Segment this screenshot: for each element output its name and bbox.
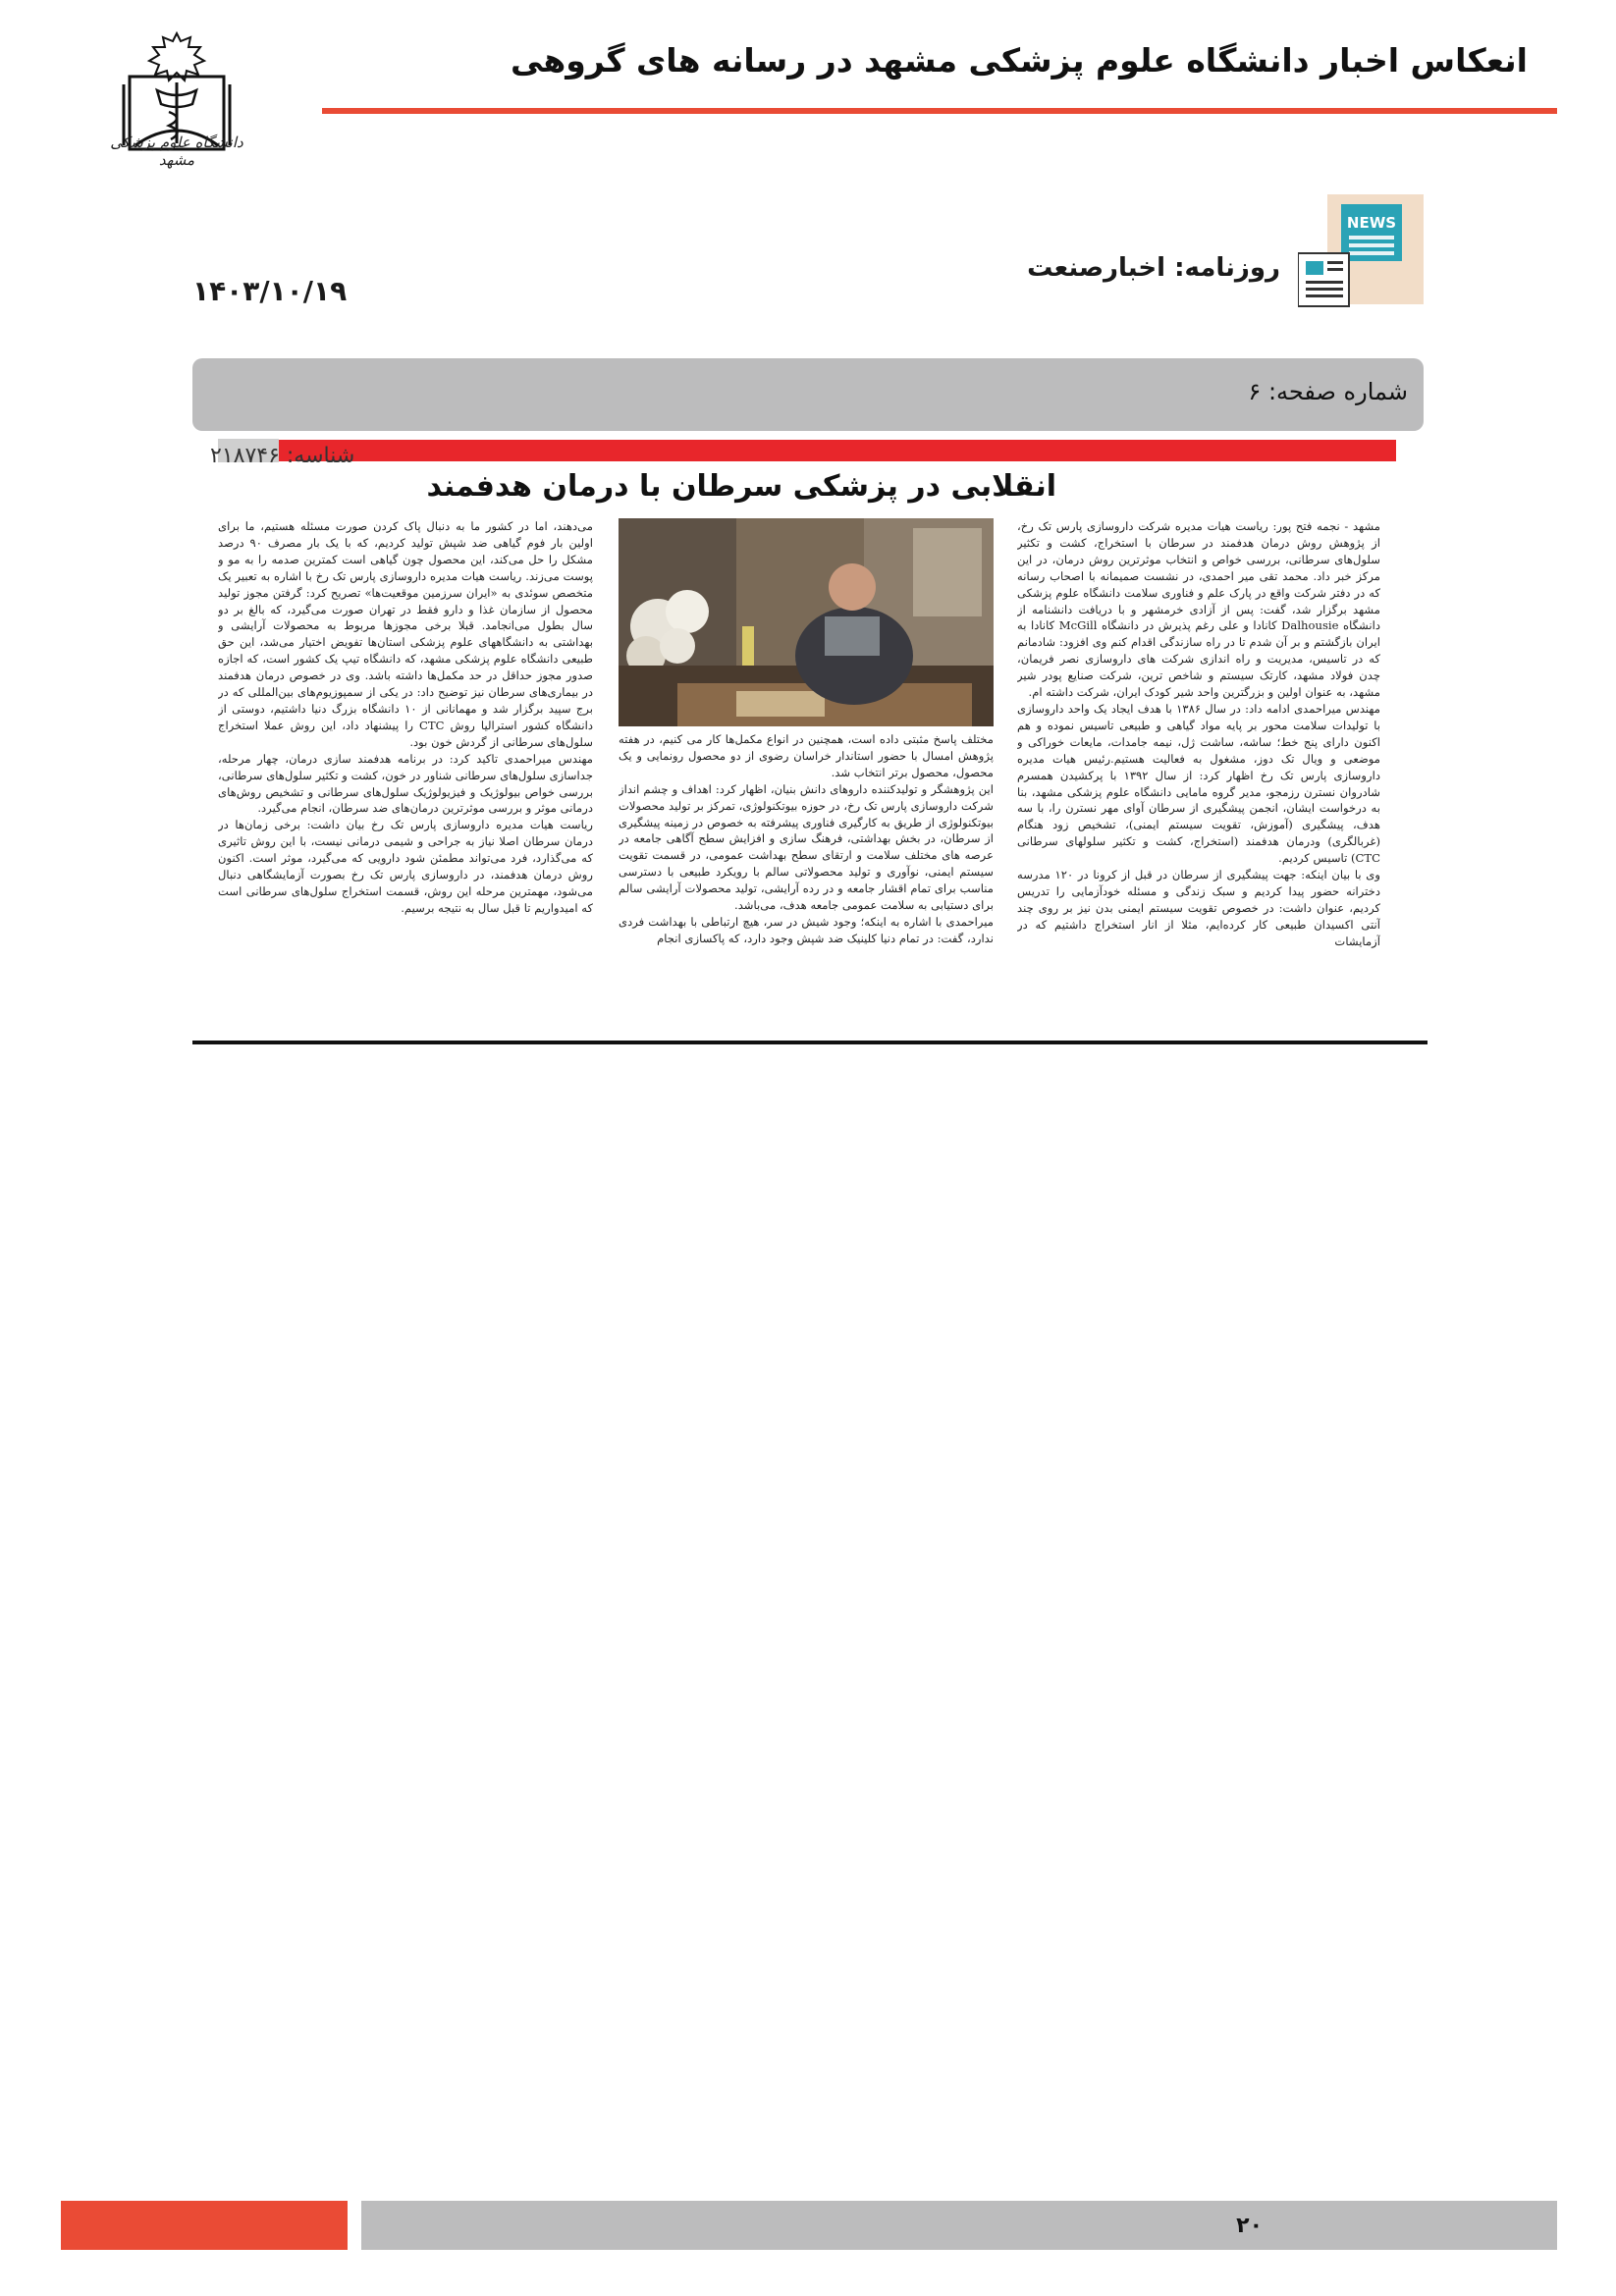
page-number-label: شماره صفحه: ۶ [1248, 378, 1408, 405]
clipping-id: شناسه: ۲۱۸۷۴۶ [210, 444, 355, 468]
paragraph: مشهد - نجمه فتح پور: ریاست هیات مدیره شرکت داروسازی پارس تک رخ، از پژوهش روش درمان هدفمند در سرطان با استخراج، کشت و تکثیر سلول‌های سرطانی، بررسی خواص و انتخاب موثرترین روش درمان، در این مرکز خبر داد. محمد تقی میر احمدی، در نشست صمیمانه با اصحاب رسانه که در دفتر شرکت واقع در پارک علم و فناوری سلامت دانشگاه علوم پزشکی مشهد برگزار شد، گفت: پس از آزادی خرمشهر و با دریافت دانشنامه از دانشگاه Dalhousie کانادا و علی رغم پذیرش در دانشگاه McGill کانادا به ایران بازگشتم و بر آن شدم تا در راه سازندگی اقدام کنم وی افزود: شادمانم که در تاسیس، مدیریت و راه اندازی شرکت های داروسازی نصر فریمان، چدن فولاد مشهد، کارتک سیستم و شاخص ترین، شرکت صنایع پودر شیر مشهد، به عنوان اولین و بزرگترین واحد شیر کودک ایران، شرکت داشته ام. [1017, 519, 1380, 700]
publication-date: ۱۴۰۳/۱۰/۱۹ [192, 275, 348, 307]
article-column-middle [619, 731, 994, 991]
article-column-right [1017, 518, 1380, 989]
report-title: انعکاس اخبار دانشگاه علوم پزشکی مشهد در رسانه های گروهی [511, 41, 1528, 80]
newspaper-icon [1298, 194, 1424, 310]
newspaper-name: روزنامه: اخبارصنعت [1027, 253, 1280, 283]
logo-caption: دانشگاه علوم پزشکی مشهد [110, 133, 243, 169]
paragraph: می‌دهند، اما در کشور ما به دنبال پاک کردن صورت مسئله هستیم، ما برای اولین بار فوم گیاهی ضد شپش تولید کردیم، که با یک بار مصرف ۹۰ درصد مشکل را حل می‌کند، این محصول چون گیاهی است کمترین صدمه را به مو و پوست می‌زند. ریاست هیات مدیره داروسازی پارس تک رخ با اشاره به تعبیر یک متخصص سوئدی به «ایران سرزمین موقعیت‌ها» تصریح کرد: گرفتن مجوز تولید محصول از سازمان غذا و دارو فقط در تهران صورت می‌گیرد، که بالغ بر دو سال بطول می‌انجامد. قبلا برخی مجوزها مربوط به محصولات آرایشی و بهداشتی به دانشگاههای علوم پزشکی استان‌ها تفویض اختیار می‌شد، این حق طبیعی دانشگاه علوم پزشکی مشهد، که دانشگاه تیپ یک کشور است، که اجازه صدور مجوز حداقل در حد مکمل‌ها داشته باشد. وی در خصوص درمان هدفمند در بیماری‌های سرطان نیز توضیح داد: در یکی از سمپوزیوم‌های بین‌المللی که در برج سپید برگزار شد و مهمانانی از ۱۰ دانشگاه بزرگ دنیا داشتیم، دوستی از دانشگاه کشور استرالیا روش CTC را پیشنهاد داد، این روش عملا استخراج سلول‌های سرطانی از گردش خون بود. [218, 519, 593, 749]
header-divider [322, 108, 1557, 114]
news-icon-label: NEWS [1346, 214, 1397, 232]
page-number-bar [192, 358, 1424, 431]
clipping-bottom-divider [192, 1041, 1427, 1044]
paragraph: ریاست هیات مدیره داروسازی پارس تک رخ بیان داشت: برخی زمان‌ها در درمان سرطان اصلا نیاز به جراحی و شیمی درمانی نیست، با این روش تاثیری که می‌گذارد، فرد می‌تواند مطمئن شود دارویی که می‌گیرد، موثر است. اکنون روش درمان هدفمند، در داروسازی پارس تک رخ بصورت آزمایشگاهی دنبال می‌شود، مهمترین مرحله این روش، قسمت استخراج سلول‌های سرطانی است که امیدواریم تا قبل سال به نتیجه برسیم. [218, 818, 593, 915]
paragraph: مختلف پاسخ مثبتی داده است، همچنین در انواع مکمل‌ها کار می کنیم، در هفته پژوهش امسال با حضور استاندار خراسان رضوی از دو محصول رونمایی و یک محصول، محصول برتر انتخاب شد. [619, 732, 994, 779]
article-column-left [218, 518, 593, 989]
paragraph: این پژوهشگر و تولیدکننده داروهای دانش بنیان، اظهار کرد: اهداف و چشم انداز شرکت داروسازی پارس تک رخ، در حوزه بیوتکنولوژی، تمرکز بر تولید محصولات بیوتکنولوژی از طریق به کارگیری فناوری پیشرفته به خصوص در زمینه پیشگیری از سرطان، در بخش بهداشتی، فرهنگ سازی و افزایش سطح آگاهی جامعه در عرصه های مختلف سلامت و ارتقای سطح بهداشت عمومی، در قسمت تقویت سیستم ایمنی، نوآوری و تولید محصولاتی سالم با رویکرد طبیعی با دسترسی مناسب برای تمام اقشار جامعه و در رده آرایشی، تولید محصولات آرایشی سالم برای دستیابی به سلامت عمومی جامعه هدف، می‌باشد. [619, 781, 994, 913]
article-headline: انقلابی در پزشکی سرطان با درمان هدفمند [426, 469, 1056, 504]
paragraph: میراحمدی با اشاره به اینکه؛ وجود شیش در سر، هیچ ارتباطی با بهداشت فردی ندارد، گفت: در تمام دنیا کلینیک ضد شپش وجود دارد، که پاکسازی انجام [619, 914, 994, 945]
paragraph: مهندس میراحمدی تاکید کرد: در برنامه هدفمند سازی درمان، چهار مرحله، جداسازی سلول‌های سرطانی شناور در خون، کشت و تکثیر سلول‌های سرطانی، بررسی خواص بیولوژیک و فیزیولوژیک سلول‌های سرطانی و تشخیص روش‌های درمانی موثر و بررسی موثرترین درمان‌های ضد سرطان، انجام می‌گیرد. [218, 751, 593, 816]
footer-accent-block [61, 2201, 348, 2250]
clipping-header-band [218, 440, 1396, 461]
footer-page-number: ۲۰ [1236, 2214, 1263, 2238]
paragraph: مهندس میراحمدی ادامه داد: در سال ۱۳۸۶ با هدف ایجاد یک واحد داروسازی با تولیدات سلامت محور بر پایه مواد گیاهی و طبیعی تاسیس نموده و هم اکنون دارای پنج خط؛ ساشه، ساشت ژل، نیمه جامدات، مایعات خوراکی و موضعی و ویال تک دوز، مشغول به فعالیت هستیم.رئیس هیات مدیره داروسازی پارس تک رخ اظهار کرد: از سال ۱۳۹۲ با پرکشیدن همسرم شادروان نسترن رزمجو، مدیر گروه مامایی دانشگاه علوم پزشکی مشهد، بنا به درخواست ایشان، انجمن پیشگیری از سرطان آوای مهر نسترن را، با سه هدف، پیشگیری (آموزش، تقویت سیستم ایمنی)، تشخیص زود هنگام (غربالگری) ودرمان هدفمند (استخراج، کشت و تکثیر سلولهای سرطانی CTC) تاسیس کردیم. [1017, 701, 1380, 866]
paragraph: وی با بیان اینکه: جهت پیشگیری از سرطان در قبل از کرونا در ۱۲۰ مدرسه دخترانه حضور پیدا کردیم و سبک زندگی و مسئله خودآزمایی را تدریس کردیم، عنوان داشت: در خصوص تقویت سیستم ایمنی بدن نیز بر روی چند آنتی اکسیدان طبیعی کار کرده‌ایم، مثلا از انار استخراج داشتیم که در آزمایشات [1017, 868, 1380, 948]
article-photo [619, 518, 994, 726]
